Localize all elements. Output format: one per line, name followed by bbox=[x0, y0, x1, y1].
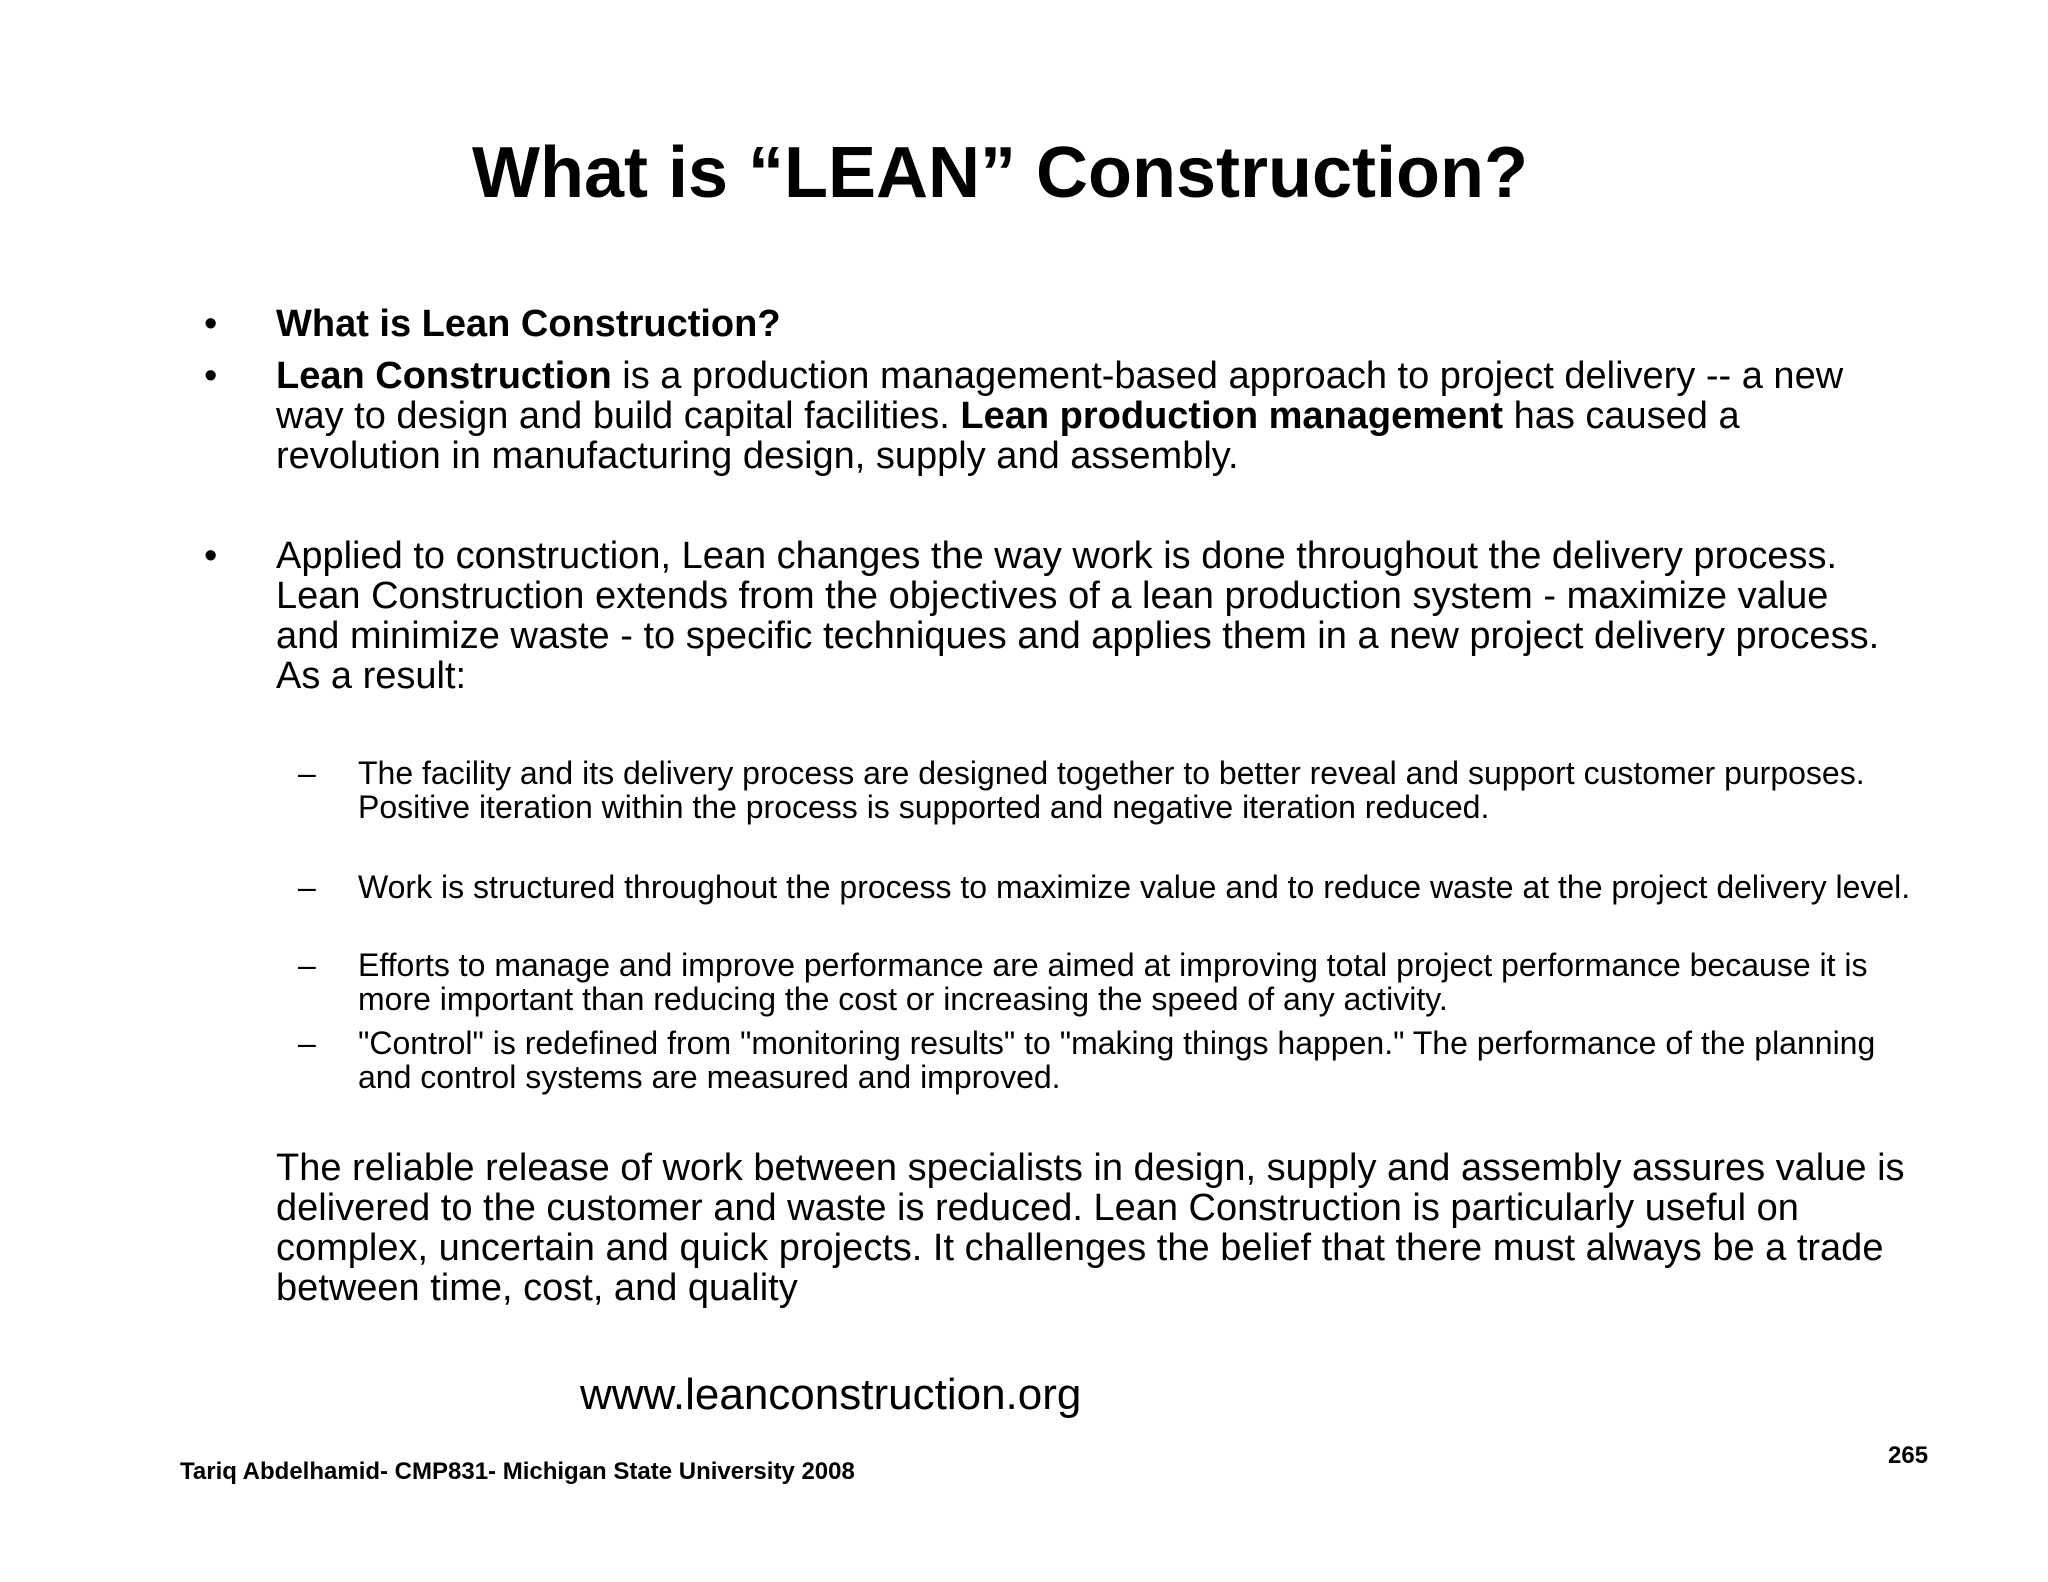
bullet-marker: • bbox=[204, 355, 218, 397]
bullet-marker: • bbox=[204, 535, 218, 577]
dash-marker: – bbox=[298, 1025, 316, 1061]
dash-marker: – bbox=[298, 869, 316, 905]
dash-marker: – bbox=[298, 947, 316, 983]
sub-item-text: Efforts to manage and improve performance are aimed at improving total project performance because it is more important than reducing the cost or increasing the speed of any activity. bbox=[358, 947, 1868, 1017]
bullet-text bbox=[276, 304, 1896, 344]
bullet-text bbox=[276, 356, 1896, 476]
dash-marker: – bbox=[298, 755, 316, 791]
bold-term: Lean production management bbox=[960, 395, 1504, 437]
bullet-body: is a production management-based approach to project delivery -- a new way to design and build capital facilities. bbox=[276, 355, 1844, 437]
sub-item-text: Work is structured throughout the process to maximize value and to reduce waste at the project delivery level. bbox=[358, 869, 1911, 905]
bullet-body: has caused a revolution in manufacturing design, supply and assembly. bbox=[276, 395, 1740, 477]
bullet-heading: What is Lean Construction? bbox=[276, 303, 781, 345]
sub-item-text: "Control" is redefined from "monitoring results" to "making things happen." The performance of the planning and control systems are measured and improved. bbox=[358, 1025, 1876, 1095]
website-link[interactable]: www.leanconstruction.org bbox=[580, 1370, 1082, 1419]
page-number: 265 bbox=[1888, 1442, 1929, 1469]
bullet-marker: • bbox=[204, 303, 218, 345]
sub-item-text: The facility and its delivery process are designed together to better reveal and support customer purposes. Positive iteration within the process is supported and negative iteration reduced. bbox=[358, 755, 1865, 825]
footer-credit: Tariq Abdelhamid- CMP831- Michigan State University 2008 bbox=[180, 1458, 855, 1485]
closing-paragraph: The reliable release of work between specialists in design, supply and assembly assures value is delivered to the customer and waste is reduced. Lean Construction is particularly useful on complex, uncertain and quick projects. It challenges the belief that there must always be a trade between time, cost, and quality bbox=[276, 1147, 1905, 1309]
bullet-text: Applied to construction, Lean changes the way work is done throughout the delivery process. Lean Construction extends from the objectives of a lean production system - maximize value and minimize waste - to specific techniques and applies them in a new project delivery process. As a result: bbox=[276, 535, 1880, 697]
slide-title: What is “LEAN” Construction? bbox=[472, 133, 1528, 213]
bold-term: Lean Construction bbox=[276, 355, 612, 397]
